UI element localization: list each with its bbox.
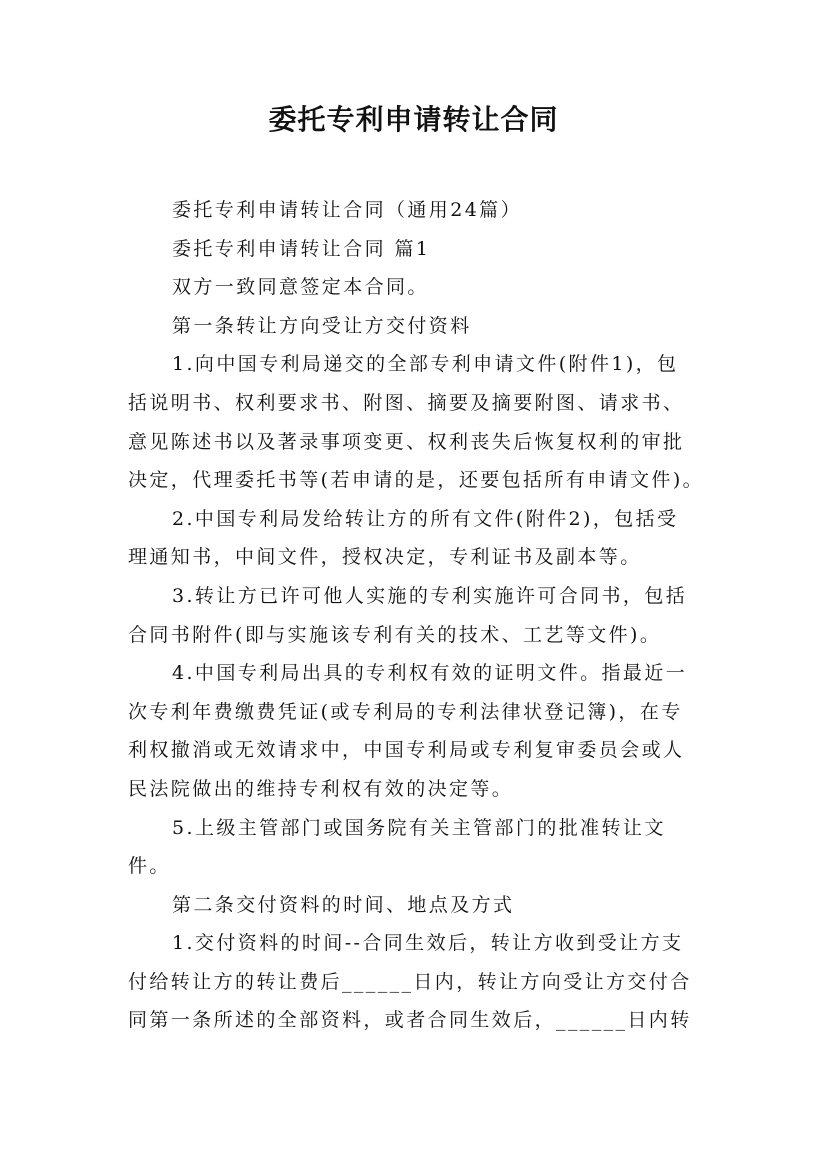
body-line: 意见陈述书以及著录事项变更、权利丧失后恢复权利的审批 [128, 430, 685, 453]
body-line: 1.向中国专利局递交的全部专利申请文件(附件1)，包 [172, 353, 679, 376]
body-line: 委托专利申请转让合同 篇1 [172, 237, 431, 260]
body-line: 5.上级主管部门或国务院有关主管部门的批准转让文 [172, 816, 666, 839]
body-line: 付给转让方的转让费后______日内，转让方向受让方交付合 [128, 970, 692, 993]
body-line: 次专利年费缴费凭证(或专利局的专利法律状登记簿)，在专 [128, 700, 683, 723]
body-line: 3.转让方已许可他人实施的专利实施许可合同书，包括 [172, 584, 688, 607]
body-line: 第一条转让方向受让方交付资料 [172, 314, 472, 337]
body-line: 4.中国专利局出具的专利权有效的证明文件。指最近一 [172, 662, 688, 685]
document-title: 委托专利申请转让合同 [268, 103, 559, 136]
body-line: 理通知书，中间文件，授权决定，专利证书及副本等。 [128, 546, 642, 569]
body-line: 同第一条所述的全部资料，或者合同生效后，______日内转 [128, 1009, 692, 1032]
body-line: 双方一致同意签定本合同。 [172, 276, 429, 299]
body-line: 第二条交付资料的时间、地点及方式 [172, 893, 515, 916]
body-line: 括说明书、权利要求书、附图、摘要及摘要附图、请求书、 [128, 391, 685, 414]
body-line: 1.交付资料的时间--合同生效后，转让方收到受让方支 [172, 932, 684, 955]
body-line: 委托专利申请转让合同（通用24篇） [172, 199, 522, 221]
body-line: 合同书附件(即与实施该专利有关的技术、工艺等文件)。 [128, 623, 662, 646]
document-body [128, 191, 718, 1040]
body-line: 2.中国专利局发给转让方的所有文件(附件2)，包括受 [172, 507, 679, 530]
body-line: 利权撤消或无效请求中，中国专利局或专利复审委员会或人 [128, 739, 685, 762]
body-line: 件。 [128, 855, 171, 878]
body-line: 决定，代理委托书等(若申请的是，还要包括所有申请文件)。 [128, 469, 705, 492]
body-line: 民法院做出的维持专利权有效的决定等。 [128, 777, 514, 800]
